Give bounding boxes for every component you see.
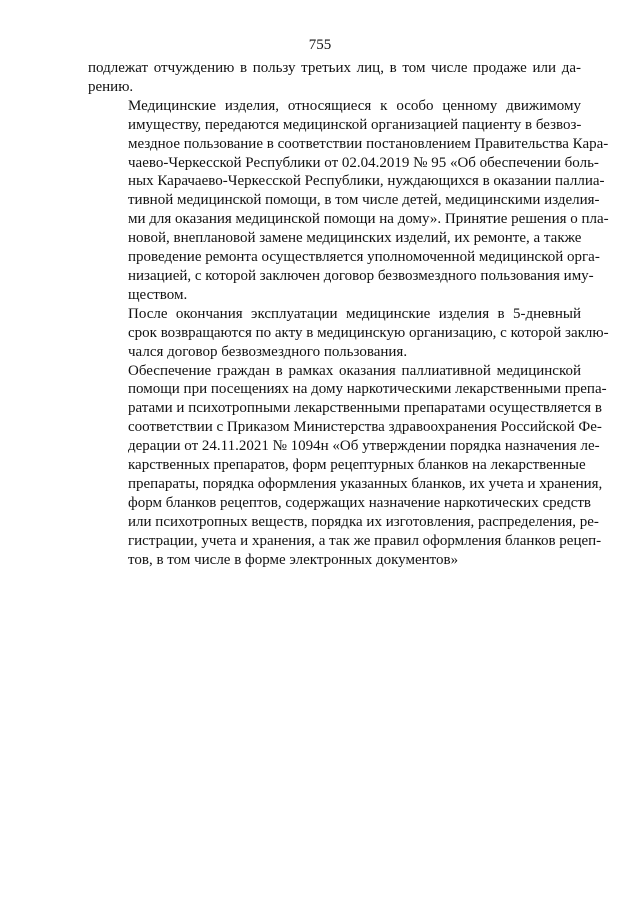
text-line: тов, в том числе в форме электронных документов» bbox=[128, 551, 459, 568]
text-line: форм бланков рецептов, содержащих назначение наркотических средств bbox=[128, 494, 591, 511]
text-line: Медицинские изделия, относящиеся к особо ценному движимому bbox=[128, 97, 581, 114]
text-line: чался договор безвозмездного пользования. bbox=[128, 343, 408, 360]
text-line: или психотропных веществ, порядка их изготовления, распределения, ре- bbox=[128, 513, 599, 530]
text-line: новой, внеплановой замене медицинских изделий, их ремонте, а также bbox=[128, 230, 582, 247]
text-line: карственных препаратов, форм рецептурных бланков на лекарственные bbox=[128, 457, 586, 474]
text-line: низацией, с которой заключен договор безвозмездного пользования иму- bbox=[128, 267, 594, 284]
text-line: После окончания эксплуатации медицинские изделия в 5-дневный bbox=[128, 305, 581, 322]
text-line: мездное пользование в соответствии постановлением Правительства Кара- bbox=[128, 135, 609, 152]
page-number: 755 bbox=[308, 37, 332, 53]
paragraph bbox=[88, 97, 609, 305]
text-line: тивной медицинской помощи, в том числе детей, медицинскими изделия- bbox=[128, 192, 600, 209]
text-line: Обеспечение граждан в рамках оказания паллиативной медицинской bbox=[128, 362, 581, 379]
text-line: чаево-Черкесской Республики от 02.04.2019 № 95 «Об обеспечении боль- bbox=[128, 154, 599, 171]
text-line: подлежат отчуждению в пользу третьих лиц, в том числе продаже или да- bbox=[88, 60, 581, 76]
text-line: ных Карачаево-Черкесской Республики, нуждающихся в оказании паллиа- bbox=[128, 173, 605, 190]
text-line: ществом. bbox=[128, 286, 188, 303]
text-line: ми для оказания медицинской помощи на дому». Принятие решения о пла- bbox=[128, 211, 609, 228]
text-line: проведение ремонта осуществляется уполномоченной медицинской орга- bbox=[128, 249, 600, 266]
text-line: дерации от 24.11.2021 № 1094н «Об утверждении порядка назначения ле- bbox=[128, 438, 600, 455]
text-line: гистрации, учета и хранения, а так же правил оформления бланков рецеп- bbox=[128, 532, 602, 549]
paragraph bbox=[88, 305, 609, 362]
text-line: рению. bbox=[88, 78, 134, 95]
paragraph bbox=[88, 59, 581, 97]
text-line: ратами и психотропными лекарственными препаратами осуществляется в bbox=[128, 400, 602, 417]
text-line: соответствии с Приказом Министерства здравоохранения Российской Фе- bbox=[128, 419, 602, 436]
text-line: срок возвращаются по акту в медицинскую организацию, с которой заклю- bbox=[128, 324, 609, 341]
text-line: имуществу, передаются медицинской организацией пациенту в безвоз- bbox=[128, 116, 582, 133]
text-line: помощи при посещениях на дому наркотическими лекарственными препа- bbox=[128, 381, 607, 398]
text-line: препараты, порядка оформления указанных бланков, их учета и хранения, bbox=[128, 475, 603, 492]
paragraph bbox=[88, 362, 607, 570]
document-body bbox=[88, 59, 609, 569]
